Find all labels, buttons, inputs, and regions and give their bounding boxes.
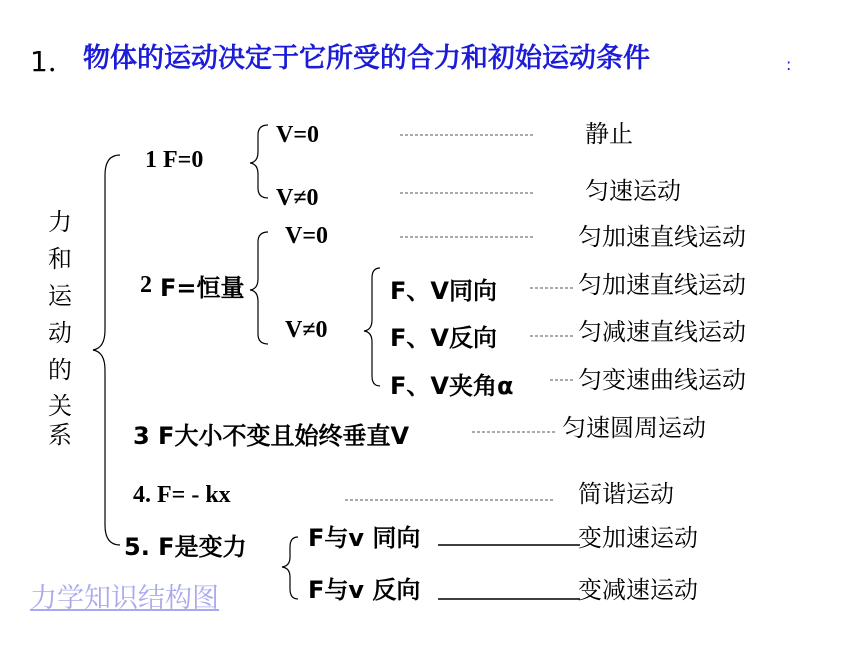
case1-v-zero-result: 静止	[585, 120, 633, 148]
root-label-char: 系	[48, 421, 72, 449]
title-number: 1．	[30, 45, 76, 78]
case1-v-zero: V=0	[276, 122, 320, 148]
case4-label: 4. F= - kx	[133, 482, 231, 508]
case2-label: F=恒量	[160, 274, 245, 302]
case2-brace	[250, 232, 268, 344]
case2-angle-result: 匀变速曲线运动	[578, 366, 746, 394]
root-label-char: 的	[48, 356, 72, 384]
sub-brace	[364, 268, 380, 386]
case2-same-direction-result: 匀加速直线运动	[578, 271, 746, 299]
case1-brace	[250, 125, 268, 198]
root-label-char: 力	[48, 208, 72, 236]
case5-opposite-direction-result: 变减速运动	[578, 576, 698, 604]
root-label-char: 动	[48, 319, 72, 347]
case3-result: 匀速圆周运动	[562, 414, 706, 442]
knowledge-map-link[interactable]: 力学知识结构图	[30, 583, 219, 614]
case2-v-zero-result: 匀加速直线运动	[578, 223, 746, 251]
title-colon: :	[786, 55, 792, 74]
case5-same-direction: F与v 同向	[308, 524, 421, 552]
case1-label: 1 F=0	[145, 147, 204, 173]
page-title: 物体的运动决定于它所受的合力和初始运动条件	[83, 43, 650, 74]
root-brace	[93, 155, 120, 545]
case2-v-zero: V=0	[285, 223, 329, 249]
case2-opposite-direction-result: 匀减速直线运动	[578, 318, 746, 346]
case1-v-nonzero: V≠0	[276, 185, 319, 211]
case5-brace	[282, 537, 298, 599]
case3-label: 3 F大小不变且始终垂直V	[133, 422, 410, 450]
root-label-char: 运	[48, 282, 72, 310]
case2-v-nonzero: V≠0	[285, 317, 328, 343]
case2-angle: F、V夹角α	[390, 372, 514, 400]
case2-number: 2	[140, 272, 152, 298]
root-label-char: 关	[48, 392, 72, 420]
case5-same-direction-result: 变加速运动	[578, 524, 698, 552]
case5-label: 5. F是变力	[124, 533, 247, 561]
case1-v-nonzero-result: 匀速运动	[585, 177, 681, 205]
case4-result: 简谐运动	[578, 480, 674, 508]
case5-opposite-direction: F与v 反向	[308, 576, 421, 604]
case2-same-direction: F、V同向	[390, 277, 497, 305]
root-label-char: 和	[48, 245, 72, 273]
case2-opposite-direction: F、V反向	[390, 324, 497, 352]
